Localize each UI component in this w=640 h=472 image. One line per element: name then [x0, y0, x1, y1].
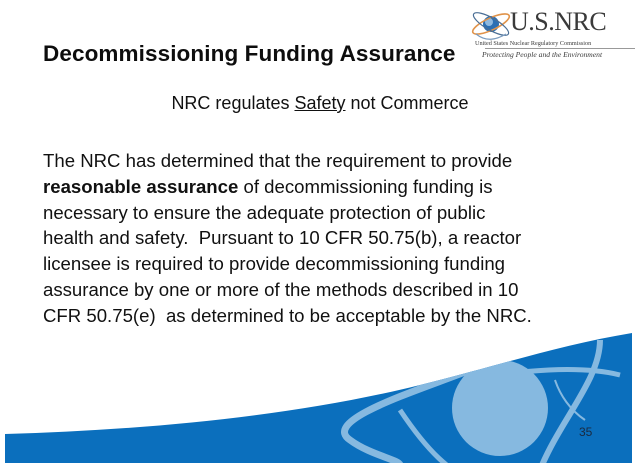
body-line: The NRC has determined that the requirement to provide	[43, 150, 513, 171]
logo-name: U.S.NRC	[510, 7, 607, 36]
subtitle-part1: NRC regulates	[171, 93, 295, 113]
body-line	[43, 174, 623, 200]
logo-subtitle: United States Nuclear Regulatory Commission	[475, 40, 592, 47]
body-line: licensee is required to provide decommissioning funding	[43, 253, 506, 275]
page-number: 35	[579, 425, 593, 439]
body-line: necessary to ensure the adequate protection of public	[43, 201, 486, 223]
body-paragraph	[43, 148, 623, 329]
subtitle-part2: not Commerce	[345, 93, 469, 113]
body-line: CFR 50.75(e) as determined to be acceptable by the NRC.	[43, 304, 532, 326]
slide-title: Decommissioning Funding Assurance	[43, 41, 456, 66]
logo-tagline: Protecting People and the Environment	[482, 50, 603, 59]
body-line-rest: of decommissioning funding is	[238, 175, 493, 197]
body-line: assurance by one or more of the methods described in 10	[43, 278, 519, 300]
logo-divider	[485, 48, 635, 49]
emphasis-text: reasonable assurance	[43, 175, 239, 197]
slide-subtitle	[0, 93, 640, 114]
subtitle-underlined: Safety	[294, 93, 346, 113]
body-line: health and safety. Pursuant to 10 CFR 50.75(b), a reactor	[43, 227, 522, 249]
